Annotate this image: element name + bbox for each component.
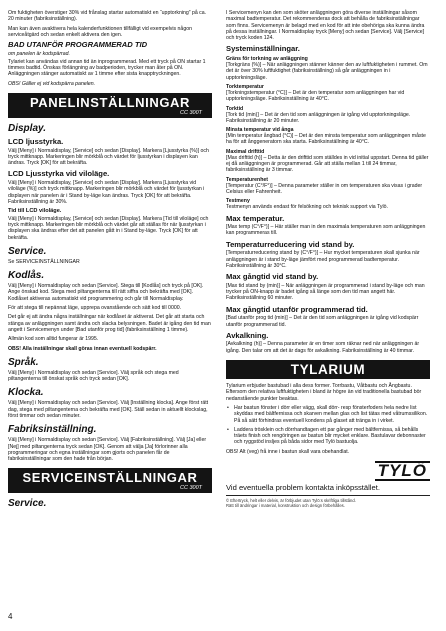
body-text: [Torkningstemperatur (°C)] – Det är den temperatur som anläggningen har vid upptorkningsläge. Fabriksinställning är 40°C.	[226, 89, 405, 103]
idle-time-heading: Tid till LCD viloläge.	[8, 208, 62, 215]
body-text: Välj [Meny] i Normaldisplay och sedan [Service]. Välj [Fabriksinställning]. Välj [Ja] eller [Nej] med piltangenterna tryck sedan [OK]. Genom att välja [Ja] förlorinner alla programmeringar och egna inställningar som gjorts och panelen får de fabriksinställningar som den hade från början.	[8, 437, 207, 463]
body-text: Tylariet kan användas vid annan tid än inprogrammerad. Med ett tryck på ON startar 1 timmes badtid. Önskas förlängning av badperioden, trycker man åter på ON. Anläggningen stänger automatiskt av 1 timme efter sista knapptryckningen.	[8, 58, 206, 78]
tylarium-banner	[226, 360, 430, 379]
body-text: Välj [Meny] i Normaldisplay och sedan [Service]. Stega till [Kodlås] och tryck på [OK]. Ange önskad kod. Stega med piltangenterna till rätt siffra och bekräfta med [OK]. Kodlåset aktiveras automatiskt vid programmering och går till Normaldisplay.	[8, 283, 204, 302]
body-text: Testmenyn används endast för felsökning och teknisk support via Tylö.	[226, 204, 388, 211]
right-column	[226, 10, 430, 508]
banner-title: TYLARIUM	[290, 362, 366, 378]
note-text: OBS! Gäller ej vid kodspärra panelen.	[8, 80, 96, 87]
body-text: Det går ej att ändra några inställningar när kodlåset är aktiverat. Det går att starta och stänga av anläggningen samt ändra och slacka belysningen. Badet är igång den tid man angett i Servicemenyn under [Bad utanför prog tid] (fabriksinställning 1 timme).	[8, 314, 211, 333]
left-column	[8, 10, 212, 511]
panel-settings-banner	[8, 93, 212, 118]
intro-paragraph: I Servicemenyn kan den som sköter anläggningen göra diverse inställningar såsom maximal badtemperatur. Det rekommenderas dock att behålla de fabriksinställningar som finns. Servicemenyn är belagd med en kod för att inte obehöriga ska kunna ändra på dessa inställningar. I Normaldisplay tryck [Meny] och sedan [Service]. Välj [Service] och tryck koden 124.	[226, 10, 425, 42]
max-standby-heading: Max gångtid vid stand by.	[226, 272, 319, 282]
note-text: OBS! Alla inställningar skall göras innan eventuell kodspärr.	[8, 345, 157, 352]
lcd-brightness-heading: LCD ljusstyrka.	[8, 136, 64, 146]
banner-title: SERVICEINSTÄLLNINGAR	[22, 470, 198, 486]
temp-unit-heading: Temperaturenhet	[226, 176, 268, 183]
lcd-idle-brightness-heading: LCD Ljusstyrka vid viloläge.	[8, 169, 110, 179]
max-outside-heading: Max gångtid utanför programmerad tid.	[226, 304, 368, 314]
body-text: Välj [Meny] i Normaldisplay, [Service] och sedan [Display]. Markera [Tid till viloläge] och tryck mittknapp. Markeringen blir mörkblå och värdet går att ställas för när ljusstyrkan i displayen ska ändras efter det att panelen gått in i Stand by-läge. Tryck [OK] för att bekräfta.	[8, 215, 209, 241]
body-text: Allmän kod som alltid fungerar är 1995.	[8, 336, 99, 343]
logo-row	[226, 461, 430, 481]
body-text: [Min temperatur ångbad (°C)] – Det är den minsta temperatur som anläggningen måste ha för att ånggeneratorn ska starta. Fabriksinställning är 40°C.	[226, 133, 426, 146]
body-text: Välj [Meny] i Normaldisplay och sedan [Service]. Välj språk och stega med piltangenterna till önskat språk och tryck sedan [OK].	[8, 369, 179, 383]
banner-title: PANELINSTÄLLNINGAR	[29, 94, 191, 110]
body-text: [Torkgräns (%)] – När anläggningen stänner känner den av luftfuktigheten i rummet. Om det är över 30% luftfuktighet (fabriksinställning) så går anläggningen in i upptorkningsläge.	[226, 62, 428, 81]
body-text: För att stega till nepännat läge, upprepa ovanstående och sätt kod till 0000.	[8, 305, 182, 312]
min-steam-temp-heading: Minsta temperatur vid ånga	[226, 127, 294, 134]
code-lock-heading: Kodlås.	[8, 270, 45, 282]
divider	[226, 495, 430, 496]
drying-temp-heading: Torktemperatur	[226, 83, 264, 90]
factory-settings-heading: Fabriksinställning.	[8, 424, 97, 436]
body-text: [Max drifttid (h)] – Detta är den drifttid som ställdes in vid initial uppstart. Denna tid gäller ej då anläggningen är programmerad. Går att ställa mellan 1 till 24 timmar, fabriksinställning är 3 timmar.	[226, 154, 429, 174]
page-number: 4	[8, 612, 13, 621]
service-heading: Service.	[8, 498, 47, 510]
max-temp-heading: Max temperatur.	[226, 213, 285, 223]
section-heading: BAD UTANFÖR PROGRAMMERAD TID	[8, 40, 148, 50]
banner-model: CC 300T	[179, 109, 202, 116]
body-text: [Temperatur (C°/F°)] – Denna parameter ställer in om temperaturen ska visas i grader Celsius eller Fahrenheit.	[226, 182, 423, 195]
body-text: [Tork tid (min)] – Det är den tid som anläggningen är igång vid upptorkningsläge. Fabriksinställning är 20 minuter.	[226, 111, 411, 124]
body-text: Se SERVICEINSTÄLLNINGAR	[8, 258, 80, 265]
temp-reduction-heading: Temperaturreducering vid stand by.	[226, 239, 355, 249]
body-text: [Bad utanför prog tid (min)] – Det är den tid som anläggningen är igång vid kodspärr utanför programmerad tid.	[226, 315, 419, 328]
language-heading: Språk.	[8, 356, 39, 368]
brand-logo: TYLÖ	[375, 461, 430, 481]
bullet-item: • Laddera trösklein och dörrhandtagen ett par gånger med bältfernissa, så behålls träets finish och rengöringen av bastun blir mycket enklare. Bastulavar debonnaster och ryggstöd insljes på båda sidor med Tylö bastuolja.	[226, 427, 430, 446]
display-heading: Display.	[8, 122, 46, 134]
body-text: Välj [Meny] i Normaldisplay, [Service] och sedan [Display]. Markera [Ljusstyrka (%)] och tryck mittknapp. Markeringen blir mörkblå och värdet för ljusstyrkan i displayen kan ändras. Tryck [OK] för att bekräfta.	[8, 147, 209, 167]
service-settings-banner	[8, 468, 212, 493]
banner-model: CC 300T	[179, 485, 202, 492]
body-text: Tylarium erbjuder bastubad i alla dess former. Torrbastu, Våtbastu och Ångbastu. Eftersom den relativa luftfuktigheten i bland är högre än vid traditionella bastubad bör nedanstående punkter beaktas.	[226, 383, 422, 402]
drying-limit-heading: Gräns för torkning av anläggning	[226, 56, 308, 63]
contact-note: Vid eventuella problem kontakta inköpsstället.	[226, 483, 380, 493]
body-text: [Max temp (C°/F°)] – Här ställer man in den maximala temperaturen som anläggningen kan programmeras till.	[226, 224, 426, 237]
test-menu-heading: Testmeny	[226, 198, 250, 205]
section-subtitle: om panelen är kodspärrad.	[8, 50, 70, 57]
body-text: [Avkalkning (h)] – Denna parameter är en timer som räknar ned när anläggningen är igång. Den talar om att det är dags för avkalkning. Fabriksinställning är 40 timmar.	[226, 341, 420, 354]
intro-paragraph: Man kan även avaktivera hela kalenderfunktionen tillfälligt vid exempelvis någon serviceåtgärd och sedan enkelt aktivera den igen.	[8, 25, 192, 38]
body-text: Välj [Meny] i Normaldisplay, [Service] och sedan [Display]. Markera [Ljusstyrka vid viloläge (%)] och tryck mittknapp. Markeringen blir mörkblå och värdet för ljusstyrkan i displayen när panelen är i Stand by-läge kan ändras. Tryck [OK] för att bekräfta. Fabriksinställning är 30%.	[8, 180, 205, 205]
body-text: [Temperaturreducering stand by (C°/F°)] – Hur mycket temperaturen skall sjunka när anläggningen är i stand by-läge jämfört med programmerad badtemperatur. Fabriksinställning är 30°C.	[226, 250, 420, 269]
body-text: OBS! Alt (veg) frå inne i bastun skall vara obehandlat.	[226, 448, 350, 455]
max-runtime-heading: Maximal drifttid	[226, 148, 265, 155]
system-settings-heading: Systeminställningar.	[226, 44, 300, 54]
drying-time-heading: Torktid	[226, 105, 244, 112]
body-text: Välj [Meny] i Normaldisplay och sedan [Service]. Välj [Inställning klocka]. Ange först rätt dag, stega med piltangenterna och bekräfta med [OK]. Ställ sedan in aktuellt klockslag, först timmar och sedan minuter.	[8, 400, 209, 419]
service-heading: Service.	[8, 245, 47, 257]
descaling-heading: Avkalkning.	[226, 330, 269, 340]
copyright-note: © Eftertryck, helt eller delvis, är förbjudet utan Tylö:s skriftliga tillstånd.	[226, 497, 356, 503]
body-text: [Max tid stand by (min)] – När anläggningen är programmerad i stand by-läge och man trycker på ON-knapp är badet igång så länge som den tid man angett här. Fabriksinställning 60 minuter.	[226, 282, 425, 302]
clock-heading: Klocka.	[8, 387, 44, 399]
intro-paragraph: Om fuktigheten överstiger 30% vid frånslag startar automatiskt en “upptorkning” på ca. 20 minuter (fabriksinställning).	[8, 10, 207, 23]
rights-note: Rätt till ändringar i material, konstruktion och design förbehålles.	[226, 502, 345, 508]
bullet-item: • Har bastun fönster i dörr eller vägg, skall dörr- resp fönsterfoders hela nedre list skyddas med bältfernissa och skarven mellan glas och list tätas med våtrumssilikon. På så sätt förhindras eventuell kondens på glaset att tränga in i virket.	[226, 405, 430, 424]
